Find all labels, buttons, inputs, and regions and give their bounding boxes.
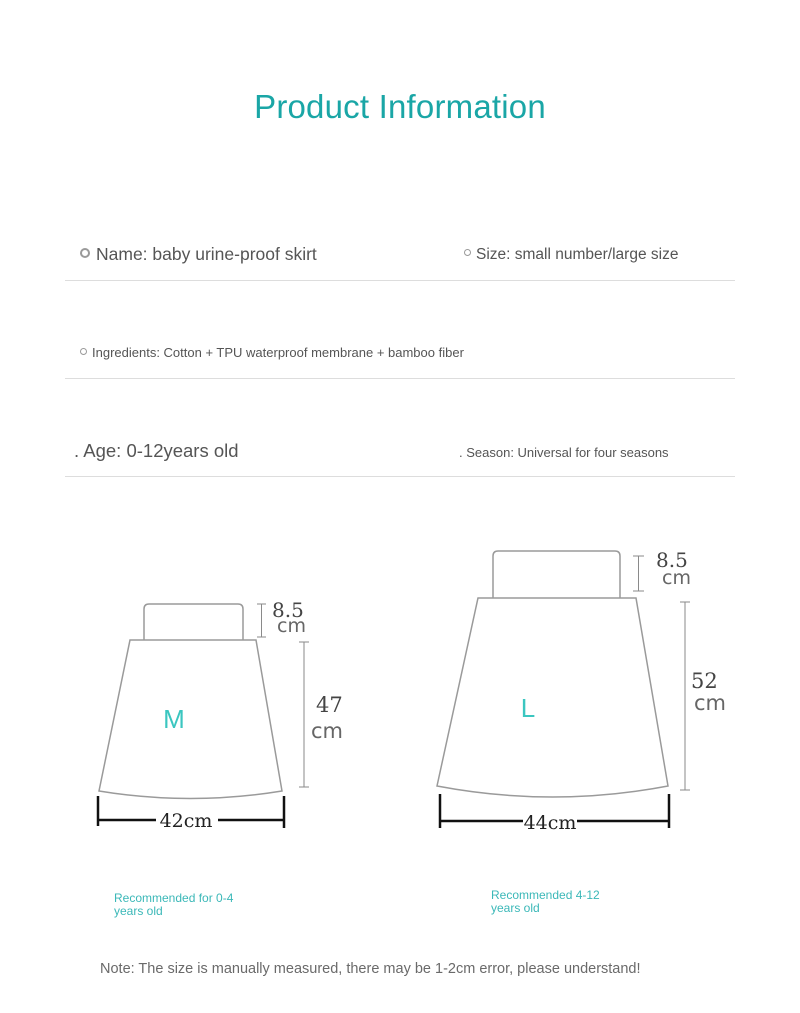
skirt-l-length-dimension bbox=[680, 602, 690, 790]
size-l-recommendation-line1: Recommended 4-12 bbox=[491, 888, 600, 902]
skirt-l-waistband-dimension bbox=[633, 556, 644, 591]
skirt-m-body bbox=[99, 640, 282, 799]
skirt-l-diagram bbox=[437, 548, 726, 834]
page-title: Product Information bbox=[254, 88, 546, 125]
size-l-recommendation-line2: years old bbox=[491, 901, 540, 915]
size-m-recommendation-line2: years old bbox=[114, 904, 163, 918]
skirt-l-body bbox=[437, 598, 668, 797]
skirt-l-width-label: 44cm bbox=[523, 812, 577, 834]
skirt-m-diagram bbox=[98, 598, 343, 832]
skirt-m-waistband-value: 8.5 bbox=[272, 598, 304, 622]
skirt-l-waistband-value: 8.5 bbox=[656, 548, 688, 572]
skirt-m-waistband-unit: cm bbox=[277, 615, 306, 637]
ingredients-text: Ingredients: Cotton + TPU waterproof membrane + bamboo fiber bbox=[92, 345, 464, 360]
skirt-l-length-unit: cm bbox=[694, 691, 727, 715]
skirt-m-waistband bbox=[144, 604, 243, 640]
skirt-l-waistband-unit: cm bbox=[662, 567, 691, 589]
size-text: Size: small number/large size bbox=[476, 246, 679, 263]
skirt-l-length-value: 52 bbox=[691, 669, 718, 693]
name-text: Name: baby urine-proof skirt bbox=[96, 244, 317, 264]
skirt-m-size-letter: M bbox=[163, 704, 185, 734]
skirt-m-waistband-dimension bbox=[257, 604, 266, 637]
age-text: . Age: 0-12years old bbox=[74, 440, 239, 461]
season-text: . Season: Universal for four seasons bbox=[459, 445, 669, 460]
size-m-recommendation bbox=[114, 892, 233, 918]
skirt-m-length-unit: cm bbox=[311, 719, 344, 743]
size-m-recommendation-line1: Recommended for 0-4 bbox=[114, 891, 234, 905]
skirt-m-width-label: 42cm bbox=[159, 810, 213, 832]
skirt-m-length-dimension bbox=[299, 642, 309, 787]
skirt-l-waistband bbox=[493, 551, 620, 598]
size-l-recommendation bbox=[491, 889, 600, 915]
skirt-m-length-value: 47 bbox=[316, 693, 343, 717]
skirt-l-size-letter: L bbox=[520, 693, 536, 723]
measurement-note: Note: The size is manually measured, there may be 1-2cm error, please understand! bbox=[100, 961, 641, 977]
